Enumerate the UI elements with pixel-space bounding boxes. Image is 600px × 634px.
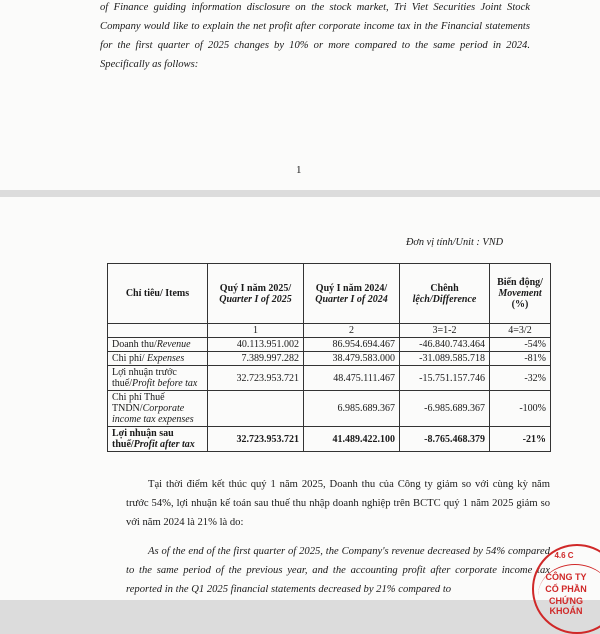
row-item	[108, 427, 208, 452]
header-items: Chỉ tiêu/ Items	[108, 264, 208, 324]
seal-text: CHỨNG KHOÁN	[549, 596, 583, 616]
index-cell	[108, 324, 208, 338]
table-row	[108, 352, 551, 366]
table-row	[108, 391, 551, 427]
table-header-row	[108, 264, 551, 324]
cell-q2025: 32.723.953.721	[208, 366, 304, 391]
row-item-vn: Chi phí/	[112, 353, 148, 364]
index-cell: 4=3/2	[490, 324, 551, 338]
seal-text: CỔ PHẦN	[545, 584, 587, 594]
header-diff-en: lệch/Difference	[412, 293, 477, 305]
cell-difference: -6.985.689.367	[400, 391, 490, 427]
header-diff-vn: Chênh	[430, 282, 459, 294]
explanation-paragraph-en: As of the end of the first quarter of 2025, the Company's revenue decreased by 54% compared to the same period of the previous year, and the accounting profit after corporate income tax reported in the Q1 2025 financial statements decreased by 21% compared to	[126, 546, 550, 595]
cell-q2024: 38.479.583.000	[304, 352, 400, 366]
cell-movement: -100%	[490, 391, 551, 427]
seal-text: 4.6 C	[554, 551, 574, 560]
row-item-vn: Doanh thu/	[112, 339, 157, 350]
cell-movement: -32%	[490, 366, 551, 391]
document-page-1	[0, 0, 600, 190]
row-item	[108, 352, 208, 366]
seal-text: CÔNG TY	[545, 572, 587, 582]
header-mov-en: Movement	[498, 288, 542, 299]
unit-label: Đơn vị tính/Unit : VND	[406, 237, 504, 248]
header-difference	[400, 264, 490, 324]
header-q2024-en: Quarter I of 2024	[315, 293, 388, 305]
intro-paragraph: of Finance guiding information disclosure on the stock market, Tri Viet Securities Joint Stock Company would like to explain the net profit after corporate income tax in the Financial statements for the first quarter of 2025 changes by 10% or more compared to the same period in 2024. Specifically as follows:	[100, 2, 530, 70]
cell-movement: -21%	[490, 427, 551, 452]
cell-q2024: 48.475.111.467	[304, 366, 400, 391]
cell-q2025	[208, 391, 304, 427]
cell-difference: -8.765.468.379	[400, 427, 490, 452]
financial-table	[107, 263, 551, 452]
row-item-vn: Lợi nhuận sau thuế/	[112, 428, 174, 450]
header-mov-pct: (%)	[511, 299, 529, 310]
document-page-2	[0, 197, 600, 616]
page-number: 1	[296, 164, 302, 176]
row-item-vn: Chi phí Thuế TNDN/	[112, 392, 165, 414]
header-q2024	[304, 264, 400, 324]
row-item	[108, 338, 208, 352]
row-item-vn: Lợi nhuận trước thuế/	[112, 367, 177, 389]
cell-q2025: 40.113.951.002	[208, 338, 304, 352]
header-q2025-vn: Quý I năm 2025/	[219, 282, 292, 294]
cell-q2025: 32.723.953.721	[208, 427, 304, 452]
header-movement	[490, 264, 551, 324]
cell-movement: -81%	[490, 352, 551, 366]
cell-q2025: 7.389.997.282	[208, 352, 304, 366]
row-item-en: Expenses	[147, 353, 185, 364]
cell-q2024: 6.985.689.367	[304, 391, 400, 427]
table-index-row	[108, 324, 551, 338]
row-item-en: Profit before tax	[132, 378, 198, 389]
header-q2025	[208, 264, 304, 324]
table-row	[108, 366, 551, 391]
index-cell: 2	[304, 324, 400, 338]
company-seal-stamp	[532, 544, 600, 634]
index-cell: 1	[208, 324, 304, 338]
cell-q2024: 86.954.694.467	[304, 338, 400, 352]
row-item-en: Revenue	[156, 339, 191, 350]
header-q2025-en: Quarter I of 2025	[219, 293, 292, 305]
cell-q2024: 41.489.422.100	[304, 427, 400, 452]
index-cell: 3=1-2	[400, 324, 490, 338]
row-item	[108, 366, 208, 391]
header-q2024-vn: Quý I năm 2024/	[315, 282, 388, 294]
cell-difference: -15.751.157.746	[400, 366, 490, 391]
cell-difference: -31.089.585.718	[400, 352, 490, 366]
explanation-paragraph-vn: Tại thời điểm kết thúc quý 1 năm 2025, Doanh thu của Công ty giảm so với cùng kỳ năm trước 54%, lợi nhuận kế toán sau thuế thu nhập doanh nghiệp trên BCTC quý 1 năm 2025 giảm so với năm 2024 là 21% là do:	[126, 479, 550, 528]
row-item	[108, 391, 208, 427]
row-item-en: Profit after tax	[133, 439, 195, 450]
table-row-total	[108, 427, 551, 452]
cell-movement: -54%	[490, 338, 551, 352]
row-item-en: Corporate income tax expenses	[112, 403, 194, 425]
cell-difference: -46.840.743.464	[400, 338, 490, 352]
header-mov-vn: Biến động/	[497, 277, 543, 288]
table-row	[108, 338, 551, 352]
